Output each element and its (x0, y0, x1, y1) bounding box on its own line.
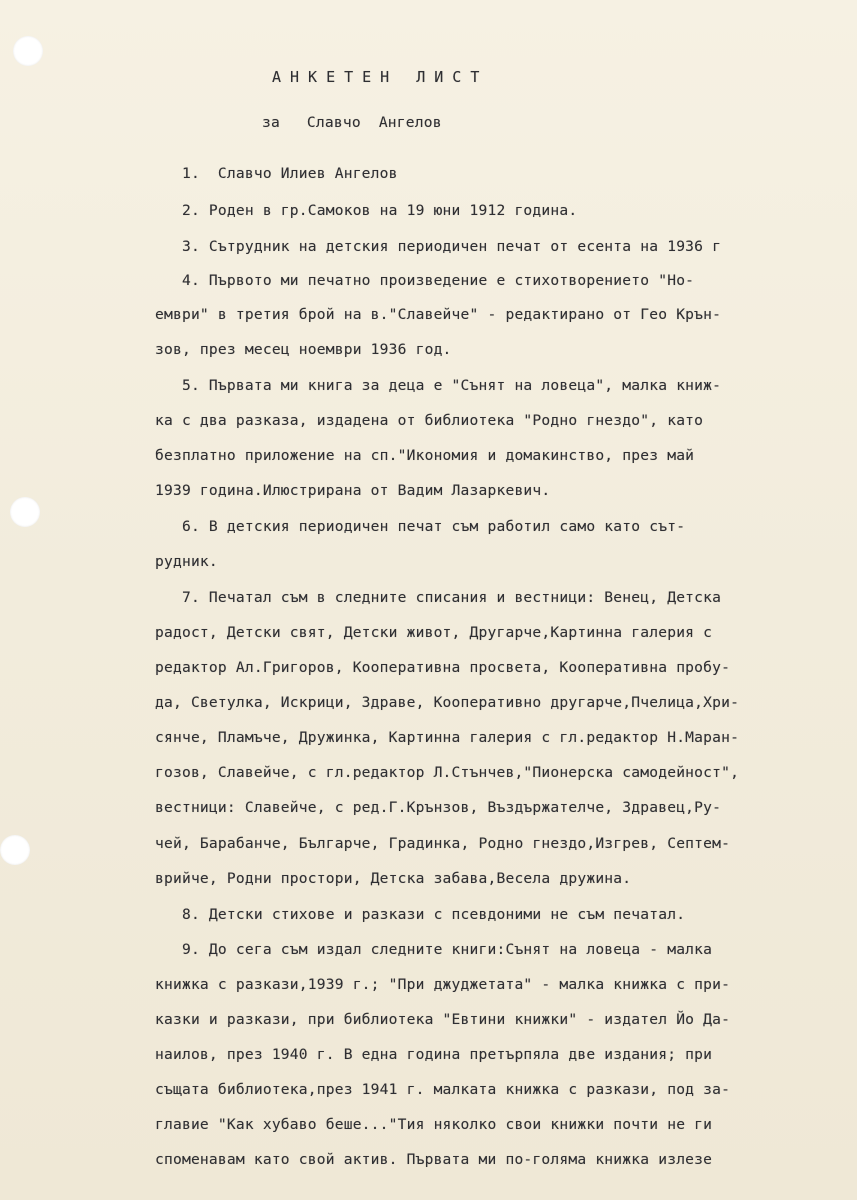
text-line: да, Светулка, Искрици, Здраве, Кооперативно другарче,Пчелица,Хри- (155, 694, 740, 711)
text-line: зов, през месец ноември 1936 год. (155, 341, 452, 358)
text-line: вестници: Славейче, с ред.Г.Крънзов, Въздържателче, Здравец,Ру- (155, 799, 722, 816)
text-line: главие "Как хубаво беше..."Тия няколко свои книжки почти не ги (155, 1116, 713, 1133)
text-line: книжка с разкази,1939 г.; "При джуджетата" - малка книжка с при- (155, 976, 731, 993)
punch-hole-top (13, 36, 43, 66)
text-line: гозов, Славейче, с гл.редактор Л.Стънчев,"Пионерска самодейност", (155, 764, 740, 781)
punch-hole-middle (10, 497, 40, 527)
text-line: врийче, Родни простори, Детска забава,Весела дружина. (155, 870, 632, 887)
text-line: сянче, Пламъче, Дружинка, Картинна галерия с гл.редактор Н.Маран- (155, 729, 740, 746)
text-line: 5. Първата ми книга за деца е "Сънят на ловеца", малка книж- (155, 377, 722, 394)
document-subtitle: за Славчо Ангелов (262, 114, 442, 131)
text-line: споменавам като свой актив. Първата ми по-голяма книжка излезе (155, 1151, 713, 1168)
text-line: радост, Детски свят, Детски живот, Другарче,Картинна галерия с (155, 624, 713, 641)
text-line: 6. В детския периодичен печат съм работил само като сът- (155, 518, 686, 535)
text-line: ември" в третия брой на в."Славейче" - редактирано от Гео Крън- (155, 306, 722, 323)
text-line: 3. Сътрудник на детския периодичен печат от есента на 1936 г (155, 238, 722, 255)
text-line: казки и разкази, при библиотека "Евтини книжки" - издател Йо Да- (155, 1011, 731, 1028)
text-line: ка с два разказа, издадена от библиотека "Родно гнездо", като (155, 412, 704, 429)
text-line: рудник. (155, 553, 218, 570)
text-line: наилов, през 1940 г. В една година претърпяла две издания; при (155, 1046, 713, 1063)
punch-hole-bottom (0, 835, 30, 865)
text-line: 2. Роден в гр.Самоков на 19 юни 1912 година. (155, 202, 578, 219)
text-line: 1939 година.Илюстрирана от Вадим Лазаркевич. (155, 482, 551, 499)
text-line: 1. Славчо Илиев Ангелов (155, 165, 398, 182)
text-line: 4. Първото ми печатно произведение е стихотворението "Но- (155, 272, 695, 289)
text-line: чей, Барабанче, Българче, Градинка, Родно гнездо,Изгрев, Септем- (155, 835, 731, 852)
text-line: редактор Ал.Григоров, Кооперативна просвета, Кооперативна пробу- (155, 659, 731, 676)
document-title: АНКЕТЕН ЛИСТ (272, 68, 489, 86)
text-line: 7. Печатал съм в следните списания и вестници: Венец, Детска (155, 589, 722, 606)
text-line: 9. До сега съм издал следните книги:Сънят на ловеца - малка (155, 941, 713, 958)
text-line: 8. Детски стихове и разкази с псевдоними не съм печатал. (155, 906, 686, 923)
text-line: същата библиотека,през 1941 г. малката книжка с разкази, под за- (155, 1081, 731, 1098)
text-line: безплатно приложение на сп."Икономия и домакинство, през май (155, 447, 695, 464)
